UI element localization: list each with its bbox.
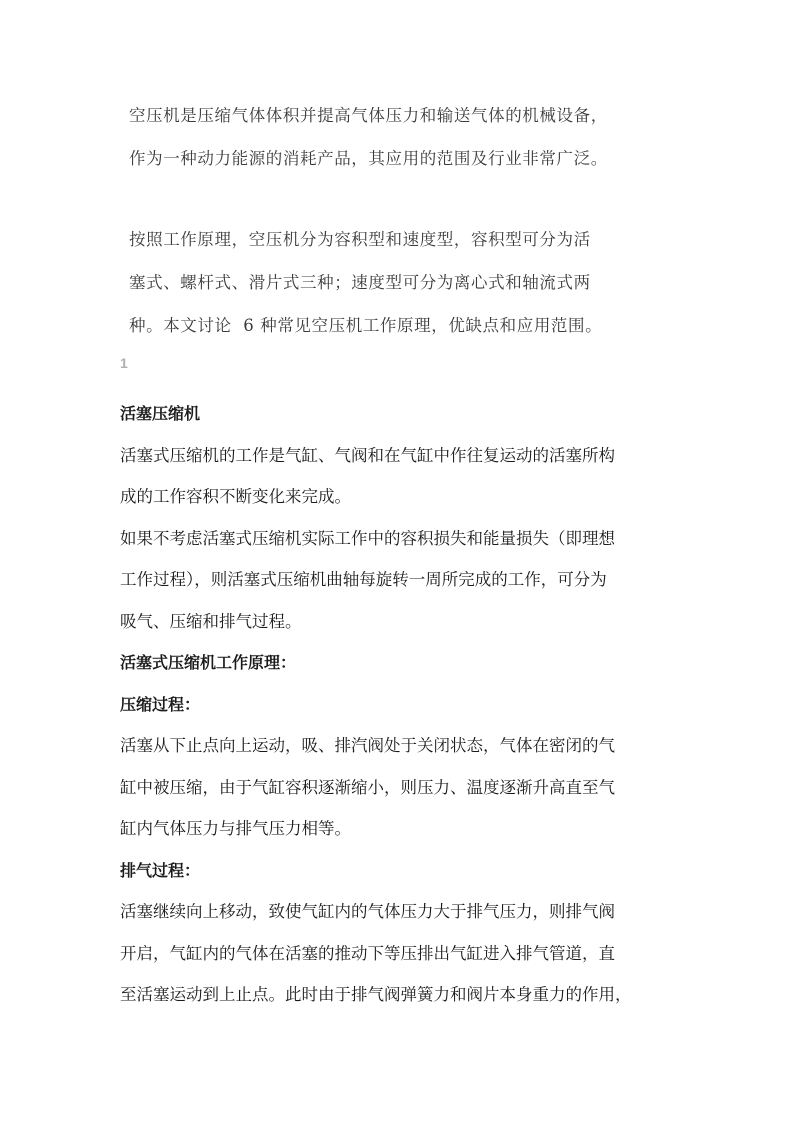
section-number: 1 (120, 355, 128, 371)
text-line: 如果不考虑活塞式压缩机实际工作中的容积损失和能量损失（即理想 (120, 528, 615, 548)
principle-heading: 活塞式压缩机工作原理： (120, 653, 297, 672)
text-line: 活塞继续向上移动，致使气缸内的气体压力大于排气压力，则排气阀 (120, 902, 615, 921)
text-line: 作为一种动力能源的消耗产品，其应用的范围及行业非常广泛。 (129, 149, 608, 168)
text-line: 吸气、压缩和排气过程。 (120, 611, 302, 631)
exhaust-heading: 排气过程： (120, 860, 201, 880)
text-line: 工作过程），则活塞式压缩机曲轴每旋转一周所完成的工作，可分为 (120, 570, 607, 589)
text-line: 塞式、螺杆式、滑片式三种；速度型可分为离心式和轴流式两 (129, 273, 591, 292)
text-line: 缸内气体压力与排气压力相等。 (120, 819, 351, 838)
text-line: 按照工作原理，空压机分为容积型和速度型，容积型可分为活 (129, 230, 591, 249)
text-line: 活塞式压缩机的工作是气缸、气阀和在气缸中作往复运动的活塞所构 (120, 445, 615, 465)
intro-paragraph-1 (129, 94, 689, 180)
intro-paragraph-2 (129, 218, 689, 347)
section-title: 活塞压缩机 (120, 404, 201, 423)
text-line: 活塞从下止点向上运动，吸、排汽阀处于关闭状态，气体在密闭的气 (120, 736, 615, 755)
text-line: 空压机是压缩气体体积并提高气体压力和输送气体的机械设备， (129, 106, 608, 125)
text-line: 至活塞运动到上止点。此时由于排气阀弹簧力和阀片本身重力的作用， (120, 985, 632, 1004)
text-line: 成的工作容积不断变化来完成。 (120, 487, 351, 506)
compression-heading: 压缩过程： (120, 694, 201, 714)
text-line: 开启，气缸内的气体在活塞的推动下等压排出气缸进入排气管道，直 (120, 943, 615, 963)
text-line: 缸中被压缩，由于气缸容积逐渐缩小，则压力、温度逐渐升高直至气 (120, 777, 615, 797)
document-body (120, 393, 690, 1016)
text-line: 种。本文讨论 6 种常见空压机工作原理，优缺点和应用范围。 (129, 316, 603, 335)
